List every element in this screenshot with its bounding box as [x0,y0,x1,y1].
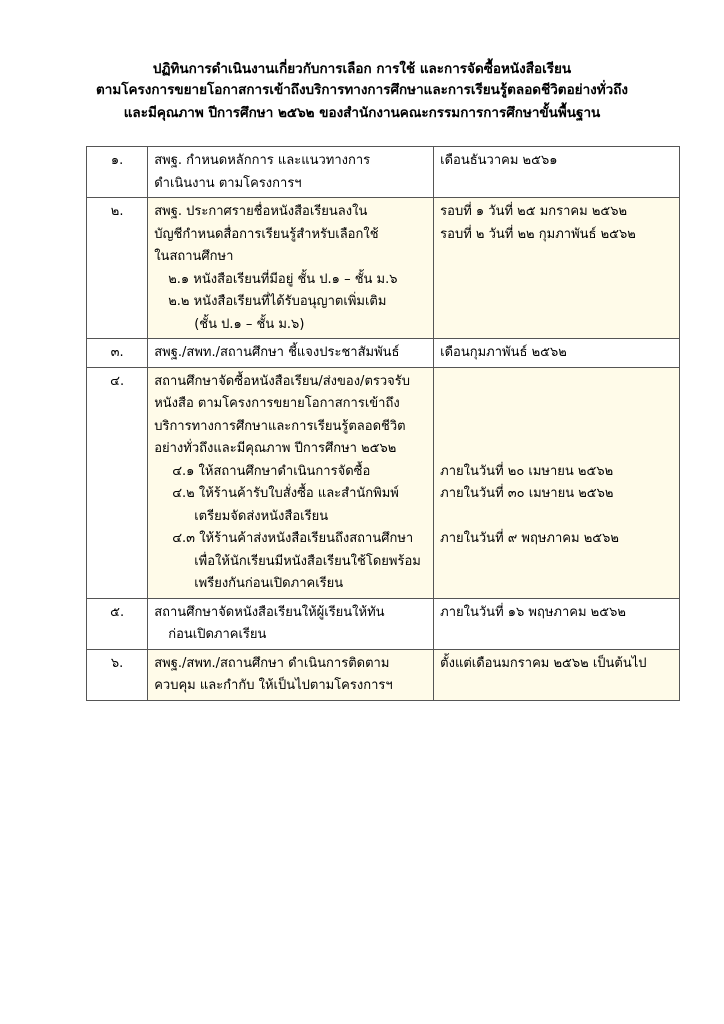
row-date [434,339,680,368]
row-number: ๑. [87,147,148,198]
table-row [87,367,680,598]
date-line: ตั้งแต่เดือนมกราคม ๒๕๖๒ เป็นต้นไป [440,655,647,671]
description-subitem-continuation: (ชั้น ป.๑ – ชั้น ม.๖) [194,316,305,332]
description-subitem-continuation: เพรียงกันก่อนเปิดภาคเรียน [194,576,344,591]
row-date [434,367,680,598]
document-title-line-1: ปฏิทินการดำเนินงานเกี่ยวกับการเลือก การใช้ และการจัดซื้อหนังสือเรียน [152,61,572,77]
row-number: ๕. [87,598,148,649]
description-subitem-continuation: เตรียมจัดส่งหนังสือเรียน [194,508,329,524]
row-description [148,198,434,339]
description-line: ดำเนินงาน ตามโครงการฯ [154,175,302,191]
description-line: สถานศึกษาจัดซื้อหนังสือเรียน/ส่งของ/ตรวจรับ [154,373,411,389]
description-line: ควบคุม และกำกับ ให้เป็นไปตามโครงการฯ [154,678,393,693]
row-date [434,147,680,198]
description-line: หนังสือ ตามโครงการขยายโอกาสการเข้าถึง [154,396,400,411]
description-line: สถานศึกษาจัดหนังสือเรียนให้ผู้เรียนให้ทัน [154,604,385,620]
row-number: ๓. [87,339,148,368]
description-line: บัญชีกำหนดสื่อการเรียนรู้สำหรับเลือกใช้ [154,226,379,242]
date-line: รอบที่ ๒ วันที่ ๒๒ กุมภาพันธ์ ๒๕๖๒ [440,226,636,242]
date-line: รอบที่ ๑ วันที่ ๒๕ มกราคม ๒๕๖๒ [440,204,628,219]
row-date [434,198,680,339]
row-description [148,649,434,700]
description-subitem: ๒.๒ หนังสือเรียนที่ได้รับอนุญาตเพิ่มเติม [168,294,387,309]
description-subitem: ๔.๒ ให้ร้านค้ารับใบสั่งซื้อ และสำนักพิมพ์ [172,486,399,501]
date-line: ภายในวันที่ ๙ พฤษภาคม ๒๕๖๒ [440,531,619,546]
description-subitem: ๔.๑ ให้สถานศึกษาดำเนินการจัดซื้อ [172,463,371,479]
description-line: อย่างทั่วถึงและมีคุณภาพ ปีการศึกษา ๒๕๖๒ [154,441,397,456]
description-subitem: ๒.๑ หนังสือเรียนที่มีอยู่ ชั้น ป.๑ – ชั้น ม.๖ [168,271,398,287]
description-subitem: ๔.๓ ให้ร้านค้าส่งหนังสือเรียนถึงสถานศึกษา [172,531,414,546]
row-description [148,367,434,598]
description-line: สพฐ./สพท./สถานศึกษา ดำเนินการติดตาม [154,655,390,671]
description-subitem-continuation: เพื่อให้นักเรียนมีหนังสือเรียนใช้โดยพร้อม [194,553,421,569]
row-date [434,649,680,700]
schedule-table [86,146,680,701]
table-row [87,198,680,339]
description-line: สพฐ./สพท./สถานศึกษา ชี้แจงประชาสัมพันธ์ [154,345,400,360]
date-line: ภายในวันที่ ๒๐ เมษายน ๒๕๖๒ [440,463,614,479]
description-line: บริการทางการศึกษาและการเรียนรู้ตลอดชีวิต [154,418,406,434]
row-date [434,598,680,649]
table-row [87,598,680,649]
table-row [87,147,680,198]
table-row [87,339,680,368]
date-line: เดือนกุมภาพันธ์ ๒๕๖๒ [440,345,567,360]
document-title-line-2: ตามโครงการขยายโอกาสการเข้าถึงบริการทางการศึกษาและการเรียนรู้ตลอดชีวิตอย่างทั่วถึง [95,82,629,98]
description-line: สพฐ. ประกาศรายชื่อหนังสือเรียนลงใน [154,204,368,219]
row-description [148,598,434,649]
description-line: ก่อนเปิดภาคเรียน [168,627,267,642]
row-description [148,339,434,368]
document-title-line-3: และมีคุณภาพ ปีการศึกษา ๒๕๖๒ ของสำนักงานคณะกรรมการการศึกษาขั้นพื้นฐาน [123,105,601,121]
date-line: ภายในวันที่ ๑๖ พฤษภาคม ๒๕๖๒ [440,604,626,620]
date-line: เดือนธันวาคม ๒๕๖๑ [440,153,558,168]
date-line: ภายในวันที่ ๓๐ เมษายน ๒๕๖๒ [440,486,614,501]
row-number: ๒. [87,198,148,339]
description-line: สพฐ. กำหนดหลักการ และแนวทางการ [154,153,371,168]
description-line: ในสถานศึกษา [154,249,234,264]
table-row [87,649,680,700]
row-number: ๖. [87,649,148,700]
row-number: ๔. [87,367,148,598]
row-description [148,147,434,198]
